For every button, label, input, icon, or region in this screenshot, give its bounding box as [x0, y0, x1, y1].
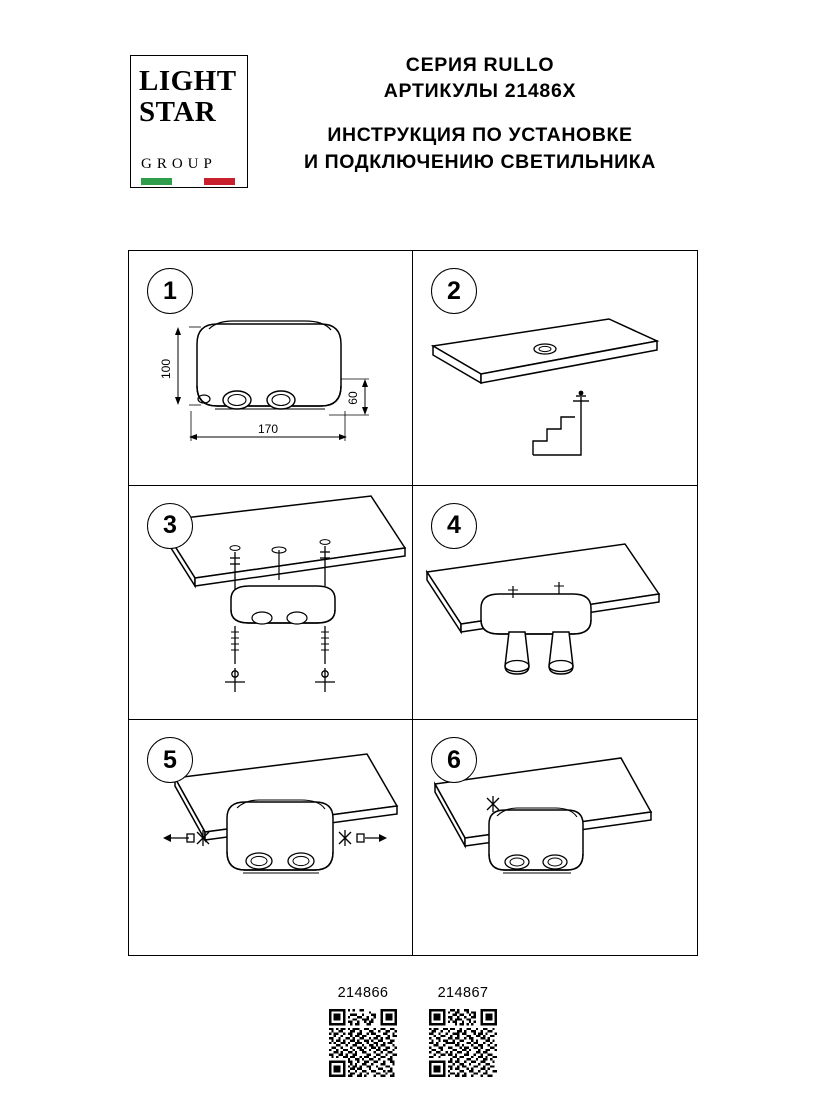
brand-logo — [130, 55, 248, 188]
footer-codes — [0, 985, 826, 1077]
step-3 — [129, 486, 413, 721]
header — [0, 0, 826, 225]
series-title: СЕРИЯ RULLO — [405, 54, 555, 76]
logo-group-text: GROUP — [141, 156, 217, 172]
product-code-block — [429, 985, 497, 1077]
step-1 — [129, 251, 413, 486]
logo-line-2: STAR — [139, 96, 217, 128]
step-number-badge: 6 — [431, 737, 477, 783]
title-block — [255, 52, 705, 176]
step-6 — [413, 720, 697, 955]
step-number-badge: 1 — [147, 268, 193, 314]
logo-line-1: LIGHT — [139, 65, 237, 97]
step-2 — [413, 251, 697, 486]
qr-code-icon — [429, 1009, 497, 1077]
step-number-badge: 4 — [431, 503, 477, 549]
product-code-label: 214866 — [337, 985, 389, 1001]
qr-code-icon — [329, 1009, 397, 1077]
dimension-depth: 60 — [346, 391, 360, 405]
step-4 — [413, 486, 697, 721]
step-5 — [129, 720, 413, 955]
dimension-width: 170 — [257, 422, 279, 436]
product-code-block — [329, 985, 397, 1077]
dimension-height: 100 — [159, 358, 173, 380]
article-title: АРТИКУЛЫ 21486X — [383, 80, 577, 102]
steps-grid — [128, 250, 698, 956]
instruction-title-line2: И ПОДКЛЮЧЕНИЮ СВЕТИЛЬНИКА — [304, 151, 656, 173]
product-code-label: 214867 — [437, 985, 489, 1001]
step-number-badge: 2 — [431, 268, 477, 314]
step-number-badge: 3 — [147, 503, 193, 549]
logo-wordmark — [139, 66, 237, 128]
instruction-title-line1: ИНСТРУКЦИЯ ПО УСТАНОВКЕ — [327, 124, 633, 146]
step-number-badge: 5 — [147, 737, 193, 783]
italian-flag-icon — [141, 178, 235, 185]
